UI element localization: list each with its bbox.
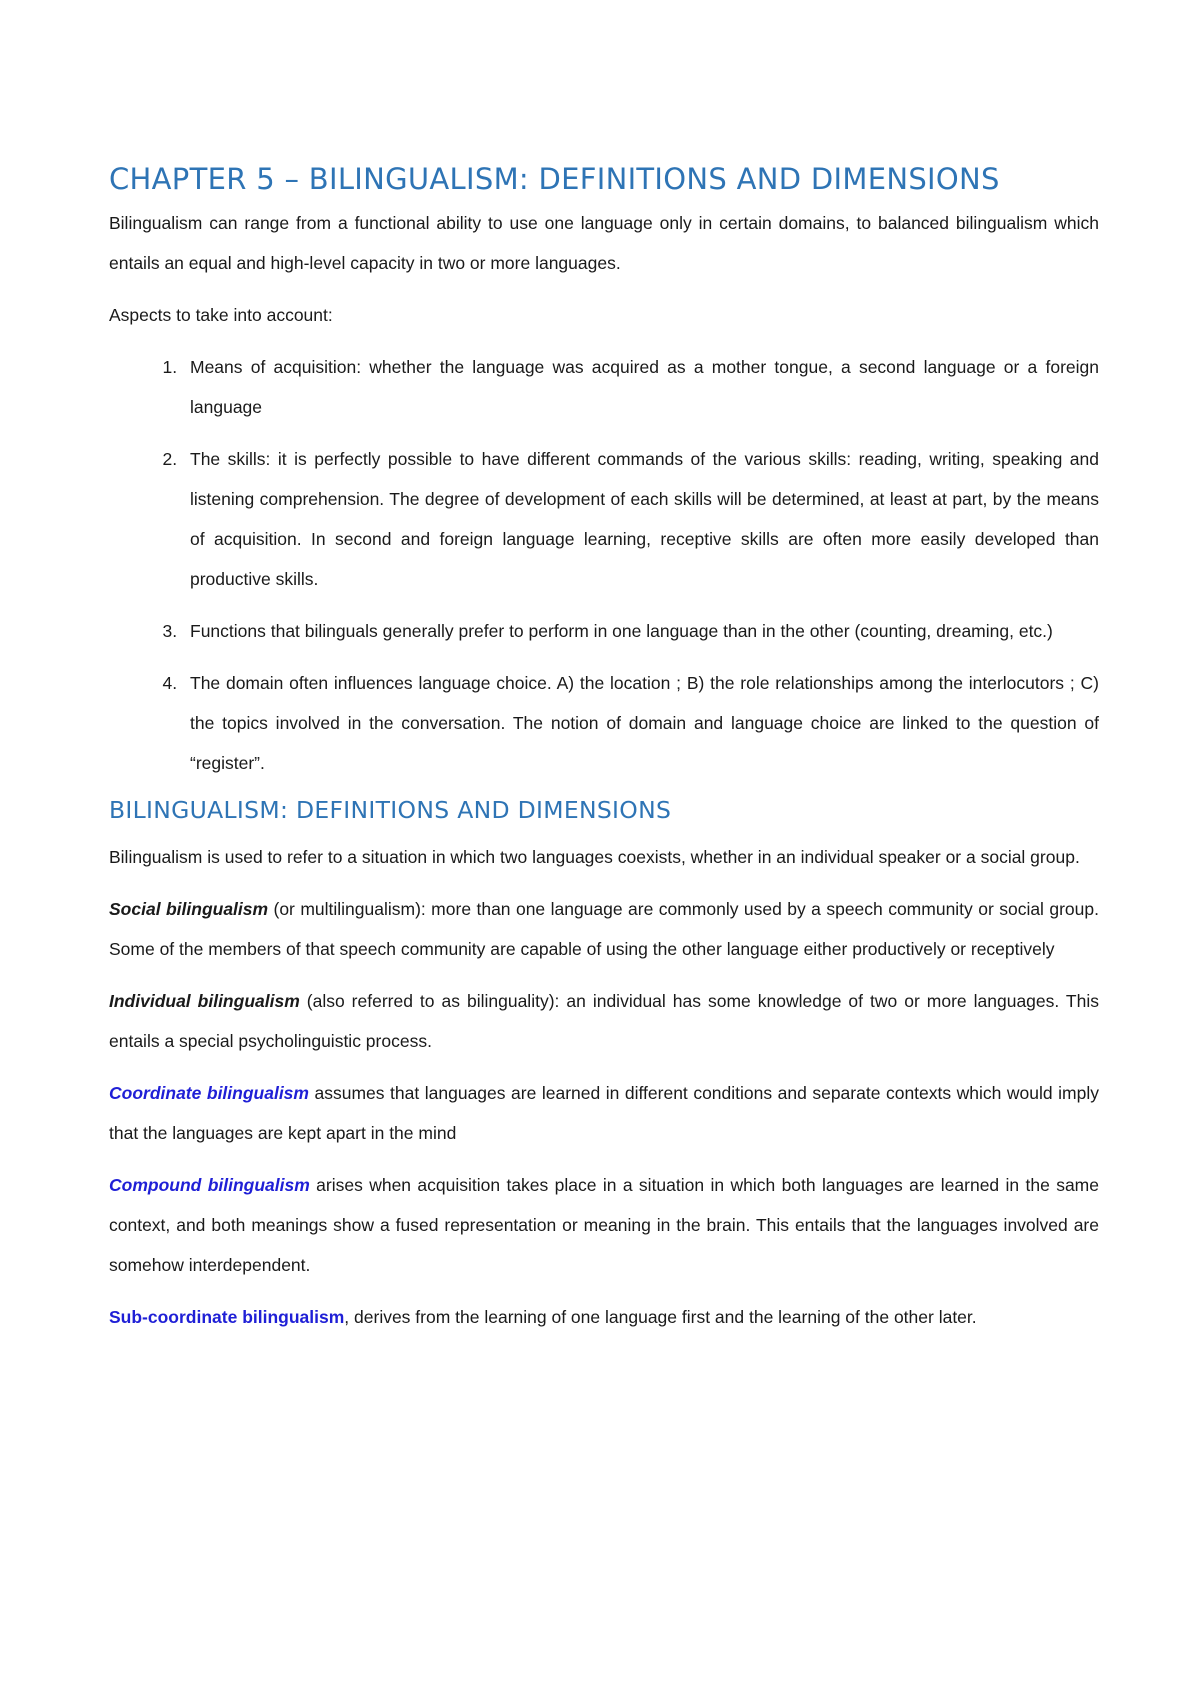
subcoordinate-bilingualism-paragraph (109, 1297, 1099, 1337)
individual-bilingualism-text: (also referred to as bilinguality): an individual has some knowledge of two or more languages. This entails a special psycholinguistic process. (109, 990, 1099, 1051)
social-bilingualism-paragraph (109, 889, 1099, 969)
coordinate-bilingualism-term: Coordinate bilingualism (109, 1082, 309, 1103)
section-title: BILINGUALISM: DEFINITIONS AND DIMENSIONS (109, 796, 672, 825)
coordinate-bilingualism-paragraph (109, 1073, 1099, 1153)
chapter-intro-paragraph: Bilingualism can range from a functional ability to use one language only in certain domains, to balanced bilingualism which entails an equal and high-level capacity in two or more languages. (109, 213, 1099, 274)
aspect-item-3: 3. Functions that bilinguals generally prefer to perform in one language than in the other (counting, dreaming, etc.) (182, 611, 1099, 651)
chapter-title: CHAPTER 5 – BILINGUALISM: DEFINITIONS AND DIMENSIONS (109, 162, 1000, 196)
social-bilingualism-term: Social bilingualism (109, 898, 269, 919)
individual-bilingualism-paragraph (109, 981, 1099, 1061)
coordinate-bilingualism-text: assumes that languages are learned in different conditions and separate contexts which would imply that the languages are kept apart in the mind (109, 1082, 1099, 1143)
aspects-heading: Aspects to take into account: (109, 305, 333, 326)
document-page (109, 160, 1099, 1349)
compound-bilingualism-term: Compound bilingualism (109, 1174, 310, 1195)
aspect-item-4: 4. The domain often influences language choice. A) the location ; B) the role relationships among the interlocutors ; C) the topics involved in the conversation. The notion of domain and language choice are linked to the question of “register”. (182, 663, 1099, 783)
compound-bilingualism-text: arises when acquisition takes place in a situation in which both languages are learned in the same context, and both meanings show a fused representation or meaning in the brain. This entails that the languages involved are somehow interdependent. (109, 1174, 1099, 1275)
aspects-list (109, 347, 1099, 783)
section-intro-paragraph: Bilingualism is used to refer to a situation in which two languages coexists, whether in an individual speaker or a social group. (109, 846, 1080, 867)
compound-bilingualism-paragraph (109, 1165, 1099, 1285)
subcoordinate-bilingualism-term: Sub-coordinate bilingualism (109, 1306, 345, 1327)
social-bilingualism-text: (or multilingualism): more than one language are commonly used by a speech community or social group. Some of the members of that speech community are capable of using the other language either productively or receptively (109, 898, 1099, 959)
subcoordinate-bilingualism-text: , derives from the learning of one language first and the learning of the other later. (344, 1306, 977, 1327)
aspect-item-1: 1. Means of acquisition: whether the language was acquired as a mother tongue, a second language or a foreign language (182, 347, 1099, 427)
individual-bilingualism-term: Individual bilingualism (109, 990, 300, 1011)
aspect-item-2: 2. The skills: it is perfectly possible to have different commands of the various skills: reading, writing, speaking and listening comprehension. The degree of development of each skills will be determined, at least at part, by the means of acquisition. In second and foreign language learning, receptive skills are often more easily developed than productive skills. (182, 439, 1099, 599)
